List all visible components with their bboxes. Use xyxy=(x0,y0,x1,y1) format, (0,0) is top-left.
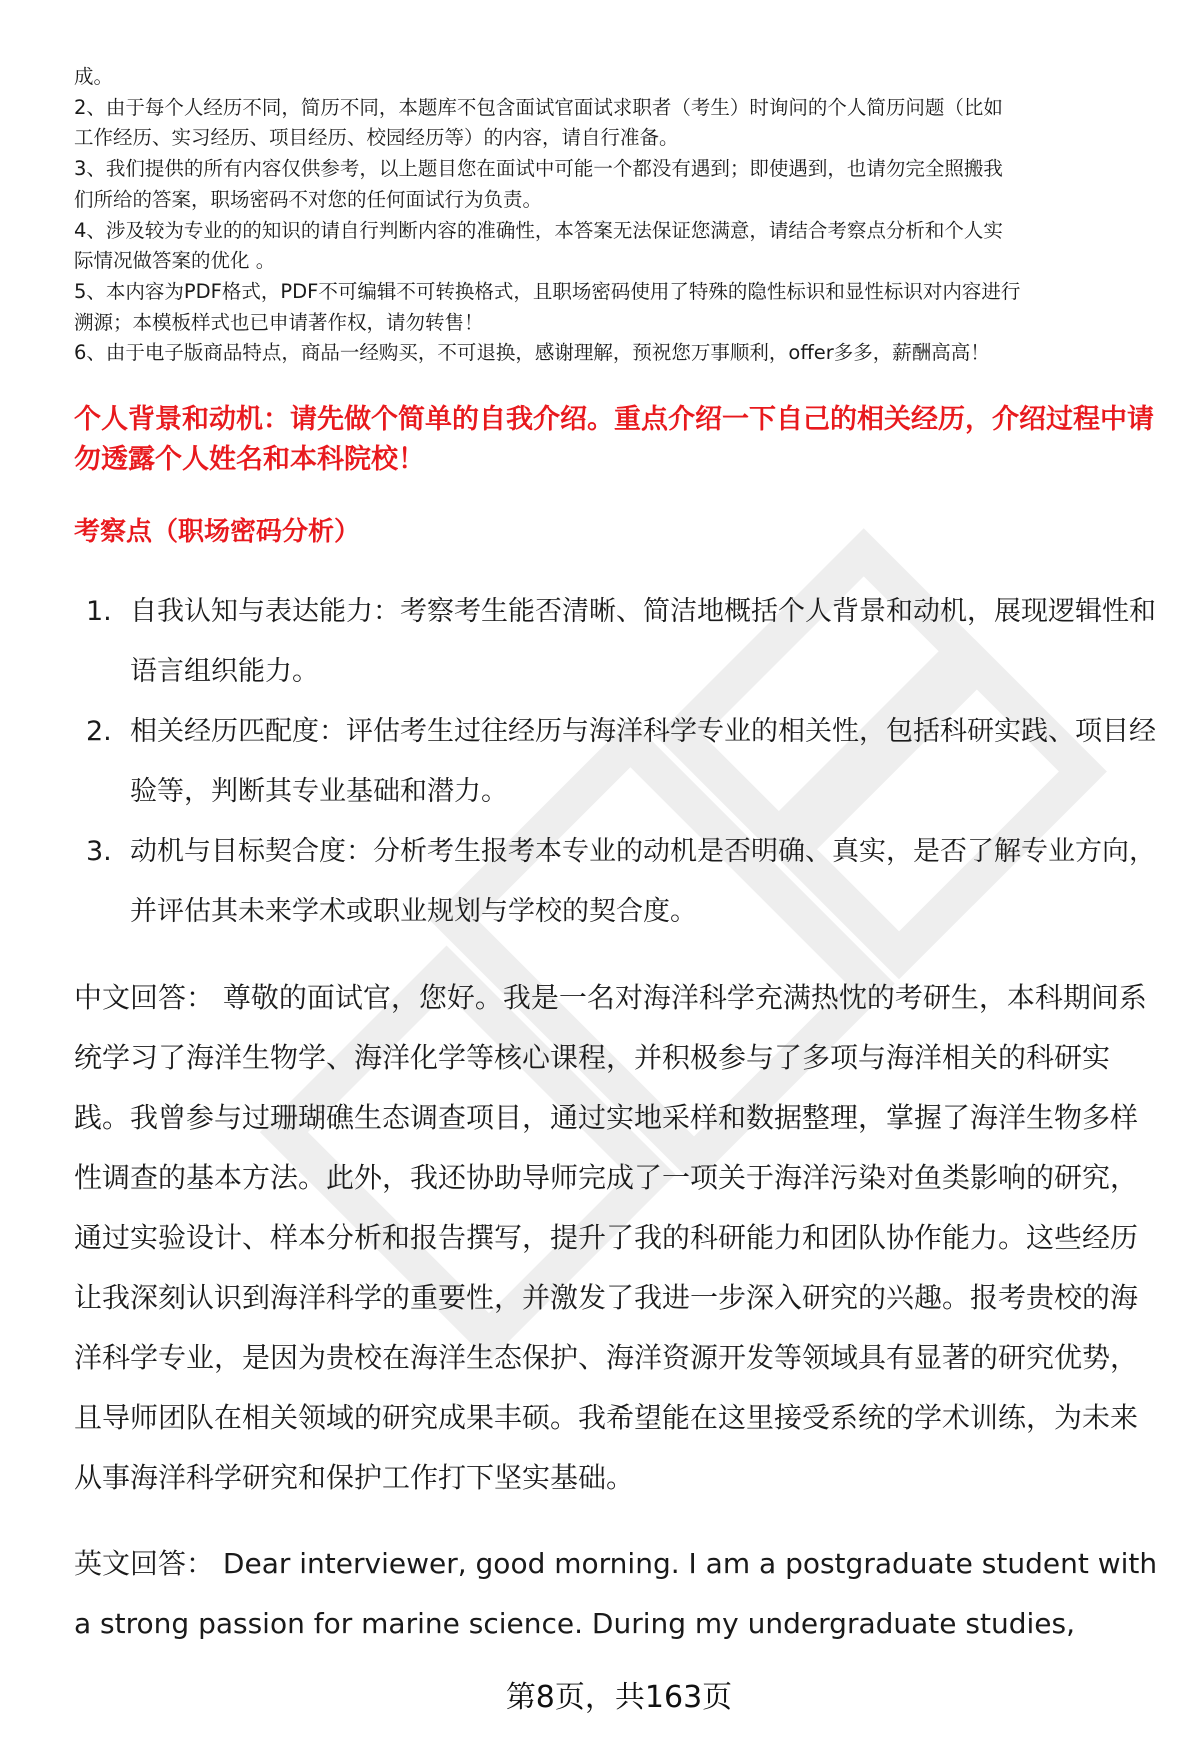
disclaimer-line: 工作经历、实习经历、项目经历、校园经历等）的内容，请自行准备。 xyxy=(74,126,679,150)
disclaimer-line: 5、本内容为PDF格式，PDF不可编辑不可转换格式，且职场密码使用了特殊的隐性标识和显性标识对内容进行 xyxy=(74,279,1021,303)
chinese-answer-text: 尊敬的面试官，您好。我是一名对海洋科学充满热忱的考研生，本科期间系统学习了海洋生物学、海洋化学等核心课程，并积极参与了多项与海洋相关的科研实践。我曾参与过珊瑚礁生态调查项目，通过实地采样和数据整理，掌握了海洋生物多样性调查的基本方法。此外，我还协助导师完成了一项关于海洋污染对鱼类影响的研究，通过实验设计、样本分析和报告撰写，提升了我的科研能力和团队协作能力。这些经历让我深刻认识到海洋科学的重要性，并激发了我进一步深入研究的兴趣。报考贵校的海洋科学专业，是因为贵校在海洋生态保护、海洋资源开发等领域具有显著的研究优势，且导师团队在相关领域的研究成果丰硕。我希望能在这里接受系统的学术训练，为未来从事海洋科学研究和保护工作打下坚实基础。 xyxy=(74,981,1147,1494)
english-answer xyxy=(74,1534,1164,1654)
english-answer-text: Dear interviewer, good morning. I am a postgraduate student with a strong passion for marine science. During my undergraduate studies, xyxy=(74,1547,1158,1640)
point-number: 2. xyxy=(86,716,112,747)
analysis-title: 考察点（职场密码分析） xyxy=(74,517,361,547)
page-number-footer: 第8页，共163页 xyxy=(505,1680,733,1715)
question-heading: 个人背景和动机：请先做个简单的自我介绍。重点介绍一下自己的相关经历，介绍过程中请勿透露个人姓名和本科院校！ xyxy=(74,404,1154,475)
disclaimer-line: 们所给的答案，职场密码不对您的任何面试行为负责。 xyxy=(74,187,543,211)
analysis-point xyxy=(74,822,1164,942)
disclaimer-line: 溯源；本模板样式也已申请著作权，请勿转售！ xyxy=(74,310,484,334)
disclaimer-line: 6、由于电子版商品特点，商品一经购买，不可退换，感谢理解，预祝您万事顺利，offer多多，薪酬高高！ xyxy=(74,341,990,365)
disclaimer-line: 2、由于每个人经历不同，简历不同，本题库不包含面试官面试求职者（考生）时询问的个人简历问题（比如 xyxy=(74,95,1003,119)
analysis-point xyxy=(74,582,1164,702)
disclaimer-line: 4、涉及较为专业的的知识的请自行判断内容的准确性，本答案无法保证您满意，请结合考察点分析和个人实 xyxy=(74,218,1003,242)
point-text: 动机与目标契合度：分析考生报考本专业的动机是否明确、真实，是否了解专业方向，并评估其未来学术或职业规划与学校的契合度。 xyxy=(130,836,1156,927)
point-text: 相关经历匹配度：评估考生过往经历与海洋科学专业的相关性，包括科研实践、项目经验等，判断其专业基础和潜力。 xyxy=(130,716,1156,807)
point-number: 1. xyxy=(86,596,112,627)
disclaimer-line: 际情况做答案的优化 。 xyxy=(74,249,276,273)
chinese-answer-label: 中文回答： xyxy=(74,981,215,1014)
document-page xyxy=(74,0,1164,1755)
point-text: 自我认知与表达能力：考察考生能否清晰、简洁地概括个人背景和动机，展现逻辑性和语言组织能力。 xyxy=(130,596,1156,687)
disclaimer-line: 3、我们提供的所有内容仅供参考，以上题目您在面试中可能一个都没有遇到；即使遇到，也请勿完全照搬我 xyxy=(74,157,1003,181)
analysis-points-list xyxy=(74,582,1164,942)
analysis-point xyxy=(74,702,1164,822)
disclaimer-notes xyxy=(74,62,1164,369)
english-answer-label: 英文回答： xyxy=(74,1547,215,1580)
point-number: 3. xyxy=(86,836,112,867)
chinese-answer xyxy=(74,968,1164,1508)
disclaimer-line: 成。 xyxy=(74,65,114,88)
